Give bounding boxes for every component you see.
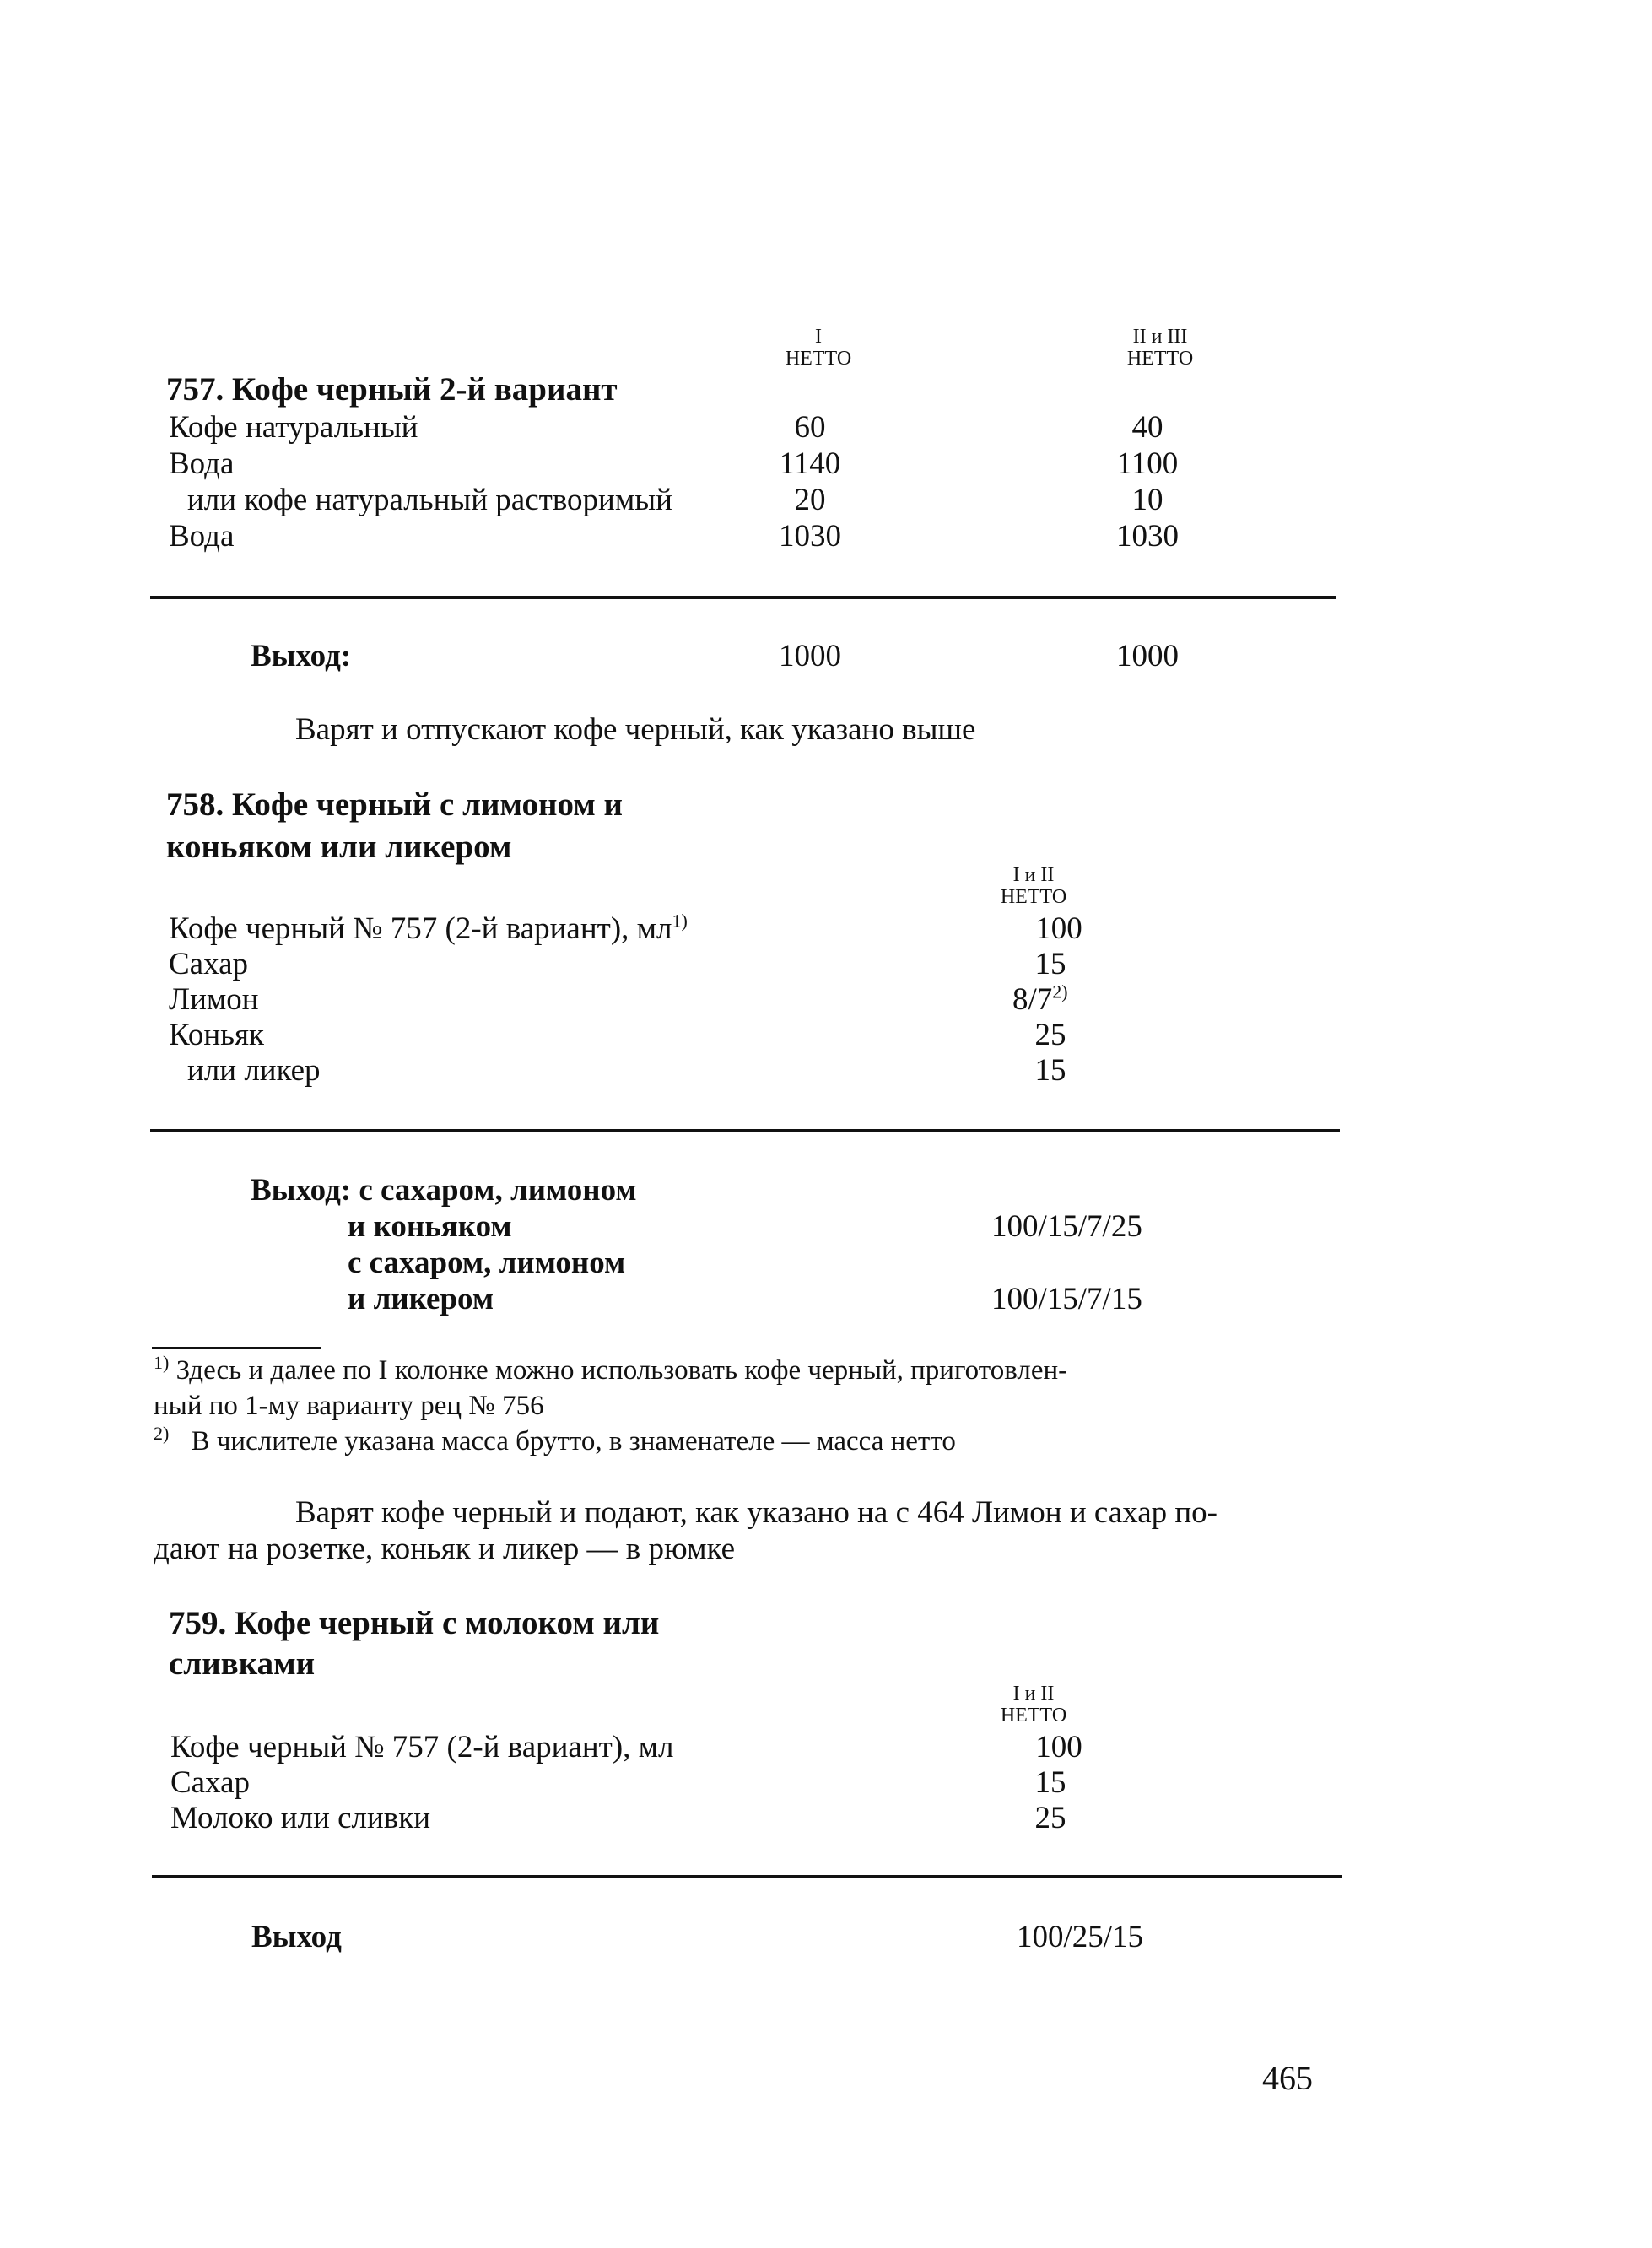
table-cell-value: 25 xyxy=(1034,1801,1066,1835)
table-cell-value: 15 xyxy=(1034,1765,1066,1800)
col-header-line: НЕТТО xyxy=(785,348,852,370)
r759-rule xyxy=(152,1875,1342,1878)
page-number: 465 xyxy=(1262,2059,1313,2097)
footnote-ref: 1) xyxy=(672,910,688,932)
table-row-name: или кофе натуральный растворимый xyxy=(187,483,672,517)
r759-col-header xyxy=(979,1683,1088,1727)
serving-line2: дают на розетке, коньяк и ликер — в рюмке xyxy=(154,1532,736,1566)
table-row-name xyxy=(169,911,688,947)
serving-line1: Варят кофе черный и подают, как указано на с 464 Лимон и сахар по- xyxy=(295,1495,1217,1530)
table-row-name: или ликер xyxy=(187,1053,321,1088)
col-header-line: I и II xyxy=(1012,1683,1055,1705)
r759-yield-label: Выход xyxy=(251,1920,342,1954)
r758-yield-value-liqueur: 100/15/7/15 xyxy=(991,1282,1142,1316)
footnote-1-cont: ный по 1-му варианту рец № 756 xyxy=(154,1391,544,1421)
footnote-mark: 1) xyxy=(154,1352,170,1373)
r758-title-line2: коньяком или ликером xyxy=(166,829,512,865)
footnote-rule xyxy=(152,1347,321,1349)
table-cell-value xyxy=(1012,982,1068,1018)
table-cell-value: 20 xyxy=(794,483,826,517)
table-cell-value: 1030 xyxy=(1116,519,1179,554)
footnote-1 xyxy=(154,1354,1067,1387)
r758-col-header xyxy=(979,864,1088,908)
table-row-name: Вода xyxy=(169,446,235,481)
r758-yield-line3: с сахаром, лимоном xyxy=(348,1246,626,1280)
table-row-name: Сахар xyxy=(170,1765,251,1800)
table-row-label: Кофе черный № 757 (2-й вариант), мл xyxy=(169,911,672,946)
table-cell-value: 25 xyxy=(1034,1018,1066,1052)
r757-rule xyxy=(150,596,1336,599)
table-row-name: Кофе черный № 757 (2-й вариант), мл xyxy=(170,1730,674,1764)
table-row-name: Лимон xyxy=(169,982,259,1017)
col-header-line: I xyxy=(815,326,822,348)
r758-yield-line2: и коньяком xyxy=(348,1209,512,1244)
col-header-line: I и II xyxy=(1012,864,1055,886)
table-row-name: Молоко или сливки xyxy=(170,1801,431,1835)
value-text: 8/7 xyxy=(1012,982,1053,1017)
col-header-line: НЕТТО xyxy=(1000,1705,1067,1727)
table-cell-value: 1140 xyxy=(779,446,841,481)
footnote-text: В числителе указана масса брутто, в знаменателе — масса нетто xyxy=(191,1426,956,1456)
footnote-2 xyxy=(154,1424,956,1458)
r758-yield-line4: и ликером xyxy=(348,1282,494,1316)
r758-yield-label: Выход: с сахаром, лимоном xyxy=(251,1173,637,1208)
table-cell-value: 15 xyxy=(1034,1053,1066,1088)
r757-title: 757. Кофе черный 2-й вариант xyxy=(166,371,618,408)
footnote-text: Здесь и далее по I колонке можно использовать кофе черный, приготовлен- xyxy=(175,1355,1068,1386)
r759-title-line2: сливками xyxy=(169,1645,316,1682)
r759-yield-value: 100/25/15 xyxy=(1017,1920,1144,1954)
col-header-line: НЕТТО xyxy=(1000,886,1067,908)
table-row-name: Вода xyxy=(169,519,235,554)
r758-yield-value-cognac: 100/15/7/25 xyxy=(991,1209,1142,1244)
r758-rule xyxy=(150,1129,1340,1132)
r757-col1-header xyxy=(759,326,877,370)
footnote-ref: 2) xyxy=(1052,981,1068,1002)
table-row-name: Коньяк xyxy=(169,1018,265,1052)
col-header-line: НЕТТО xyxy=(1126,348,1194,370)
table-row-name: Кофе натуральный xyxy=(169,410,418,445)
table-row-name: Сахар xyxy=(169,947,249,981)
table-cell-value: 15 xyxy=(1034,947,1066,981)
r757-note: Варят и отпускают кофе черный, как указано выше xyxy=(295,712,976,747)
table-cell-value: 40 xyxy=(1131,410,1163,445)
table-cell-value: 100 xyxy=(1035,911,1082,946)
table-cell-value: 1030 xyxy=(779,519,841,554)
table-cell-value: 10 xyxy=(1131,483,1163,517)
table-cell-value: 100 xyxy=(1035,1730,1082,1764)
r757-yield-label: Выход: xyxy=(251,639,352,673)
r757-yield-value-1: 1000 xyxy=(779,639,841,673)
r757-yield-value-2: 1000 xyxy=(1116,639,1179,673)
footnote-mark: 2) xyxy=(154,1423,170,1444)
col-header-line: II и III xyxy=(1132,326,1188,348)
table-cell-value: 60 xyxy=(794,410,826,445)
table-cell-value: 1100 xyxy=(1116,446,1179,481)
r757-col2-header xyxy=(1097,326,1223,370)
r758-title-line1: 758. Кофе черный с лимоном и xyxy=(166,786,623,823)
r759-title-line1: 759. Кофе черный с молоком или xyxy=(169,1605,660,1641)
